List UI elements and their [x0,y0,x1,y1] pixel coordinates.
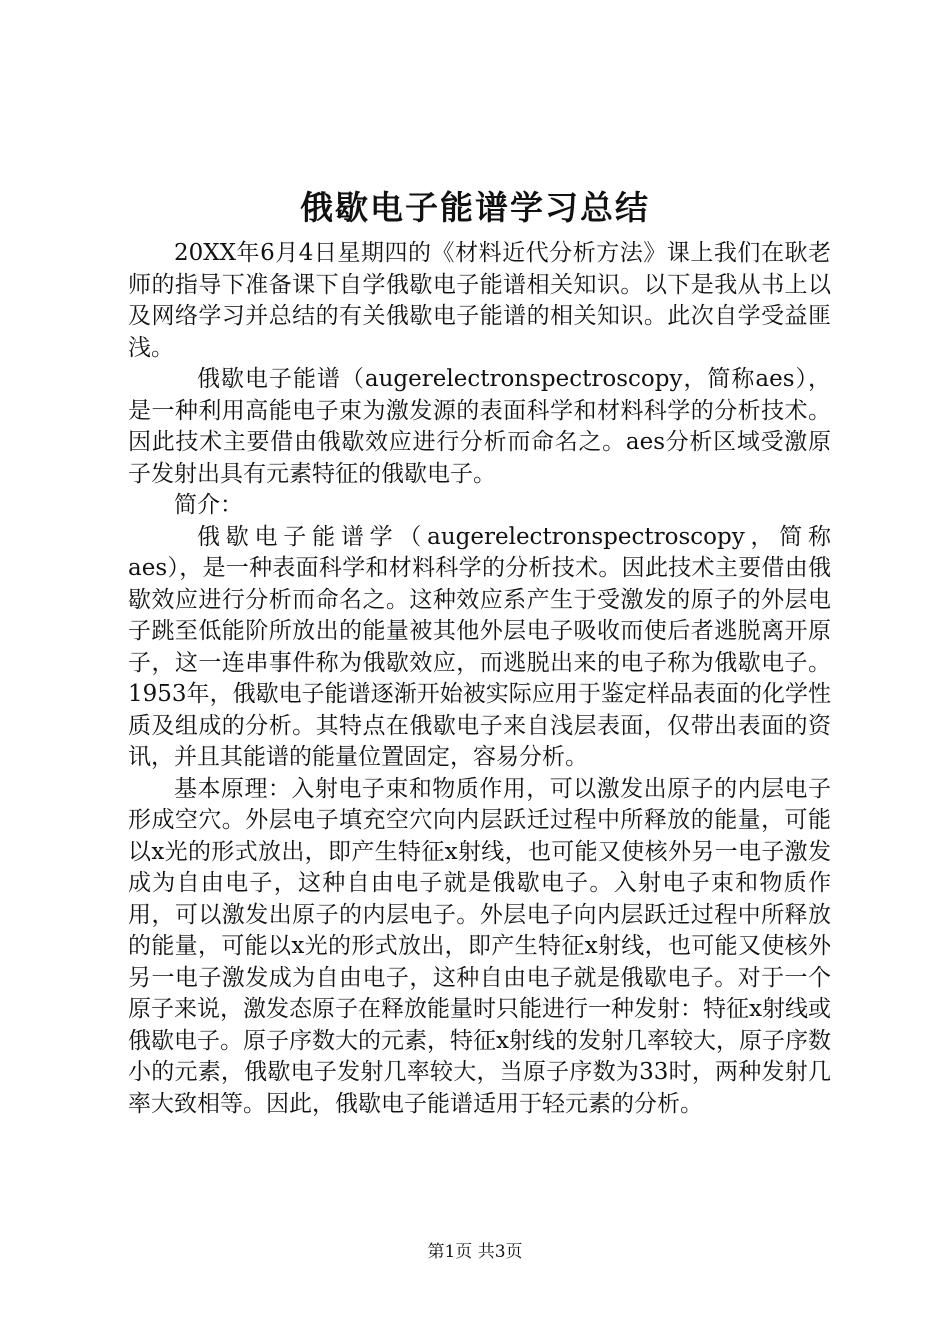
paragraph-summary: 俄歇电子能谱学（augerelectronspectroscopy，简称aes），是一种表面科学和材料科学的分析技术。因此技术主要借由俄歇效应进行分析而命名之。这种效应系产生于受激发的原子的外层电子跳至低能阶所放出的能量被其他外层电子吸收而使后者逃脱离开原子，这一连串事件称为俄歇效应，而逃脱出来的电子称为俄歇电子。1953年，俄歇电子能谱逐渐开始被实际应用于鉴定样品表面的化学性质及组成的分析。其特点在俄歇电子来自浅层表面，仅带出表面的资讯，并且其能谱的能量位置固定，容易分析。 [128,523,831,770]
paragraph-principle: 基本原理：入射电子束和物质作用，可以激发出原子的内层电子形成空穴。外层电子填充空穴向内层跃迁过程中所释放的能量，可能以x光的形式放出，即产生特征x射线，也可能又使核外另一电子激发成为自由电子，这种自由电子就是俄歇电子。入射电子束和物质作用，可以激发出原子的内层电子。外层电子向内层跃迁过程中所释放的能量，可能以x光的形式放出，即产生特征x射线，也可能又使核外另一电子激发成为自由电子，这种自由电子就是俄歇电子。对于一个原子来说，激发态原子在释放能量时只能进行一种发射：特征x射线或俄歇电子。原子序数大的元素，特征x射线的发射几率较大，原子序数小的元素，俄歇电子发射几率较大，当原子序数为33时，两种发射几率大致相等。因此，俄歇电子能谱适用于轻元素的分析。 [128,775,831,1117]
paragraph-aes-definition: 俄歇电子能谱（augerelectronspectroscopy，简称aes），是一种利用高能电子束为激发源的表面科学和材料科学的分析技术。因此技术主要借由俄歇效应进行分析而命名之。aes分析区域受激原子发射出具有元素特征的俄歇电子。 [128,366,831,487]
page-footer: 第1页 共3页 [427,1242,523,1262]
paragraph-heading-summary: 简介： [174,492,243,518]
paragraph-intro: 20XX年6月4日星期四的《材料近代分析方法》课上我们在耿老师的指导下准备课下自学俄歇电子能谱相关知识。以下是我从书上以及网络学习并总结的有关俄歇电子能谱的相关知识。此次自学受益匪浅。 [128,240,831,361]
document-body [128,238,831,1120]
document-title: 俄歇电子能谱学习总结 [300,188,650,227]
